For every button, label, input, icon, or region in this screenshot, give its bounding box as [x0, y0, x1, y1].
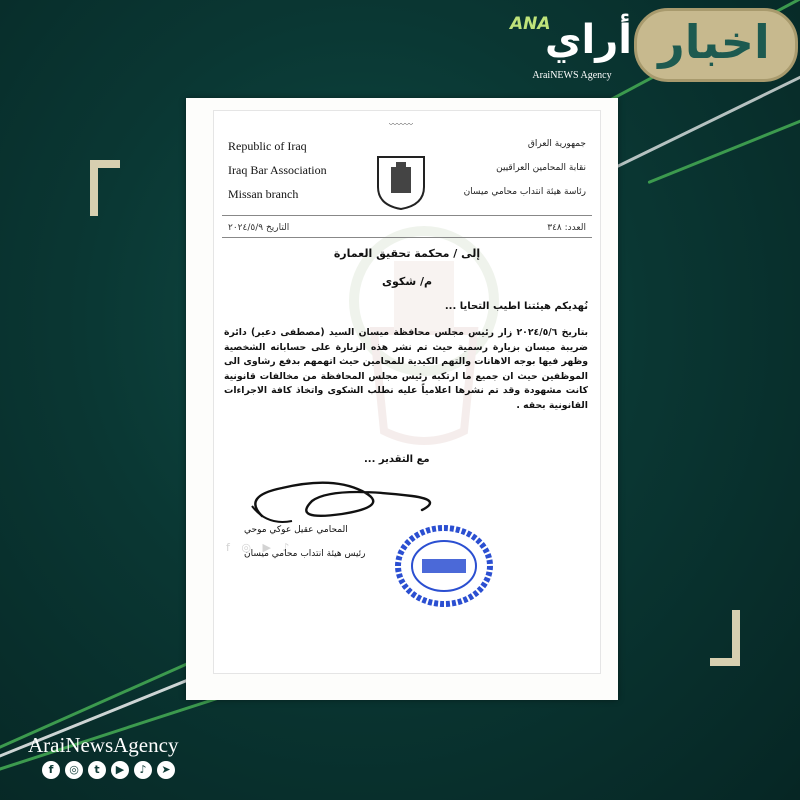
- letter-body: بتاريخ ٢٠٢٤/٥/٦ زار رئيس مجلس محافظة ميسان السيد (مصطفى دعير) دائرة ضريبة ميسان بزيارة رسمية حيث تم نشر هذه الزيارة على حساباته الشخصية وظهر فيها بوجه الاهانات والتهم الكيدية للمحامين حيث اتهمهم بدفع رشاوى الى الموظفين حيث ان جميع ما ارتكبه رئيس مجلس المحافظة من مخالفات قانونية كانت مشهودة وقد تم نشرها اعلامياً عليه نطلب الشكوى واتخاذ كافة الاجراءات القانونية بحقه .: [224, 327, 588, 411]
- closing-line: مع التقدير ...: [364, 454, 430, 465]
- org-english-line: Iraq Bar Association: [228, 163, 327, 177]
- logo-secondary-text: أراي: [544, 17, 632, 63]
- signer-name: المحامي عقيل عوكي موحي: [244, 525, 348, 535]
- org-arabic-line: نقابة المحامين العراقيين: [496, 163, 586, 173]
- social-icons: [42, 761, 175, 779]
- logo-badge-text: ANA: [510, 14, 551, 34]
- greeting-line: نُهديكم هيئتنا اطيب التحايا ...: [444, 301, 588, 312]
- document-paper: [186, 98, 618, 700]
- corner-bracket-bottom-right: [710, 610, 740, 666]
- signer-title: رئيس هيئة انتداب محامي ميسان: [244, 549, 366, 559]
- header-divider: [222, 215, 592, 216]
- facebook-icon[interactable]: f: [42, 761, 60, 779]
- meta-divider: [222, 237, 592, 238]
- emblem-calligraphy: 〰〰〰: [389, 120, 413, 129]
- document-sheet: [213, 110, 601, 674]
- telegram-icon[interactable]: ➤: [157, 761, 175, 779]
- logo-main-text: اخبار: [658, 15, 770, 69]
- document-date: التاريخ ٢٠٢٤/٥/٩: [228, 223, 290, 233]
- corner-bracket-top-left: [90, 160, 120, 216]
- subject-line: م/ شكوى: [381, 275, 433, 288]
- official-stamp: [392, 523, 496, 609]
- addressee: إلى / محكمة تحقيق العمارة: [333, 247, 481, 260]
- twitter-icon[interactable]: t: [88, 761, 106, 779]
- org-arabic-line: رئاسة هيئة انتداب محامي ميسان: [463, 187, 586, 197]
- faint-watermark-icons: f ◎ ▶ ♪: [226, 541, 294, 554]
- instagram-icon[interactable]: ◎: [65, 761, 83, 779]
- org-english-line: Missan branch: [228, 187, 299, 201]
- tiktok-icon[interactable]: ♪: [134, 761, 152, 779]
- org-arabic-line: جمهورية العراق: [527, 139, 586, 149]
- org-english-line: Republic of Iraq: [228, 139, 307, 153]
- footer-brand: AraiNewsAgency: [28, 733, 179, 757]
- logo-subtitle: AraiNEWS Agency: [532, 70, 612, 81]
- bar-association-emblem: [374, 153, 428, 211]
- document-number: العدد: ٣٤٨: [547, 223, 586, 233]
- youtube-icon[interactable]: ▶: [111, 761, 129, 779]
- news-agency-logo: [500, 0, 800, 92]
